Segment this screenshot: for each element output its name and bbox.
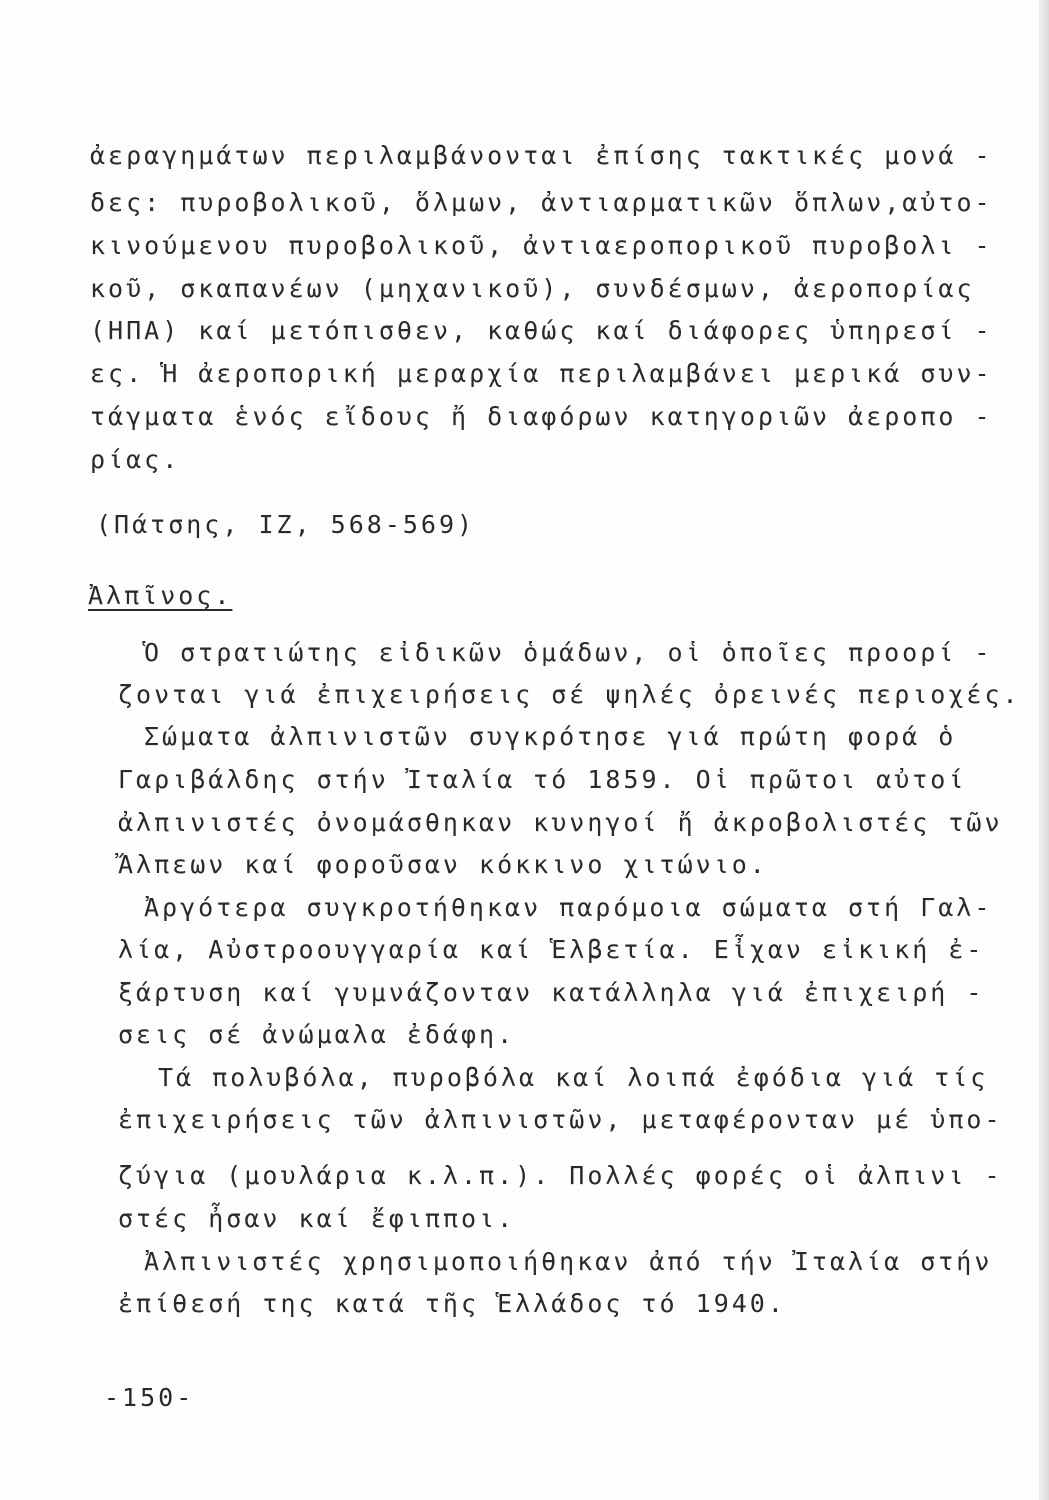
text-line: ἐπίθεσή της κατά τῆς Ἑλλάδος τό 1940. [118, 1289, 786, 1318]
text-line: δες: πυροβολικοῦ, ὅλμων, ἀντιαρματικῶν ὅπλων,αὐτο- [90, 188, 993, 217]
text-line: ξάρτυση καί γυμνάζονταν κατάλληλα γιά ἐπιχειρή - [118, 978, 985, 1007]
text-line: ζονται γιά ἐπιχειρήσεις σέ ψηλές ὀρεινές περιοχές. [118, 680, 1021, 709]
section-heading: Ἀλπῖνος. [88, 581, 233, 610]
text-line: Ἀργότερα συγκροτήθηκαν παρόμοια σώματα στή Γαλ- [144, 893, 993, 922]
text-line: Σώματα ἀλπινιστῶν συγκρότησε γιά πρώτη φορά ὁ [144, 722, 957, 751]
page-edge-shadow [1039, 0, 1049, 1500]
text-line: ρίας. [90, 445, 181, 474]
text-line: (ΗΠΑ) καί μετόπισθεν, καθώς καί διάφορες ὑπηρεσί - [90, 316, 993, 345]
text-line: Ἄλπεων καί φοροῦσαν κόκκινο χιτώνιο. [118, 850, 768, 879]
text-line: τάγματα ἑνός εἴδους ἤ διαφόρων κατηγοριῶν ἀεροπο - [90, 402, 993, 431]
text-line: κοῦ, σκαπανέων (μηχανικοῦ), συνδέσμων, ἀεροπορίας [90, 274, 975, 303]
text-line: ες. Ἡ ἀεροπορική μεραρχία περιλαμβάνει μερικά συν- [90, 359, 993, 388]
text-line: στές ἦσαν καί ἔφιπποι. [118, 1204, 516, 1233]
text-line: ζύγια (μουλάρια κ.λ.π.). Πολλές φορές οἱ ἀλπινι - [118, 1161, 1003, 1190]
text-line: Ὁ στρατιώτης εἰδικῶν ὁμάδων, οἱ ὁποῖες προορί - [144, 638, 993, 667]
text-line: Τά πολυβόλα, πυροβόλα καί λοιπά ἐφόδια γιά τίς [158, 1063, 989, 1092]
text-line: λία, Αὐστροουγγαρία καί Ἑλβετία. Εἶχαν εἰκική ἐ- [118, 935, 985, 964]
text-line: ἐπιχειρήσεις τῶν ἀλπινιστῶν, μεταφέρονταν μέ ὑπο- [118, 1105, 1003, 1134]
text-line: Γαριβάλδης στήν Ἰταλία τό 1859. Οἱ πρῶτοι αὐτοί [118, 765, 967, 794]
page-number: -150- [104, 1383, 195, 1412]
text-line: Ἀλπινιστές χρησιμοποιήθηκαν ἀπό τήν Ἰταλία στήν [144, 1247, 993, 1276]
text-line: ἀλπινιστές ὀνομάσθηκαν κυνηγοί ἤ ἀκροβολιστές τῶν [118, 808, 1003, 837]
text-line: σεις σέ ἀνώμαλα ἐδάφη. [118, 1020, 516, 1049]
text-line: ἀεραγημάτων περιλαμβάνονται ἐπίσης τακτικές μονά - [90, 141, 993, 170]
text-line: κινούμενου πυροβολικοῦ, ἀντιαεροπορικοῦ πυροβολι - [90, 231, 993, 260]
citation: (Πάτσης, ΙΖ, 568-569) [96, 510, 476, 539]
